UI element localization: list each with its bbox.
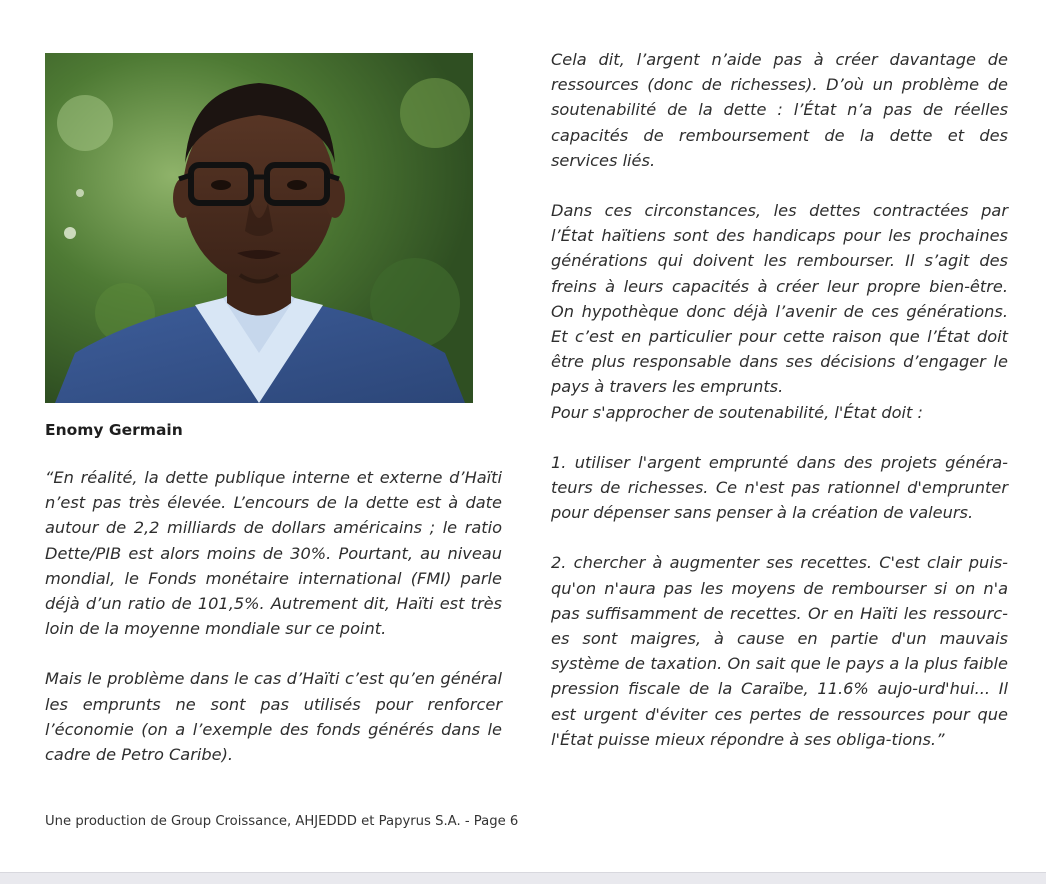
left-paragraph-1: “En réalité, la dette publique interne et externe d’Haïti n’est pas très élevée. L’encours de la dette est à date autour de 2,2 milliards de dollars américains ; le ratio Dette/PIB est alors moins de 30%. Pourtant, au niveau mondial, le Fonds monétaire international (FMI) parle déjà d’un ratio de 101,5%. Autrement dit, Haïti est très loin de la moyenne mondiale sur ce point. xyxy=(45,468,502,639)
left-column xyxy=(45,465,502,767)
portrait-image xyxy=(45,53,473,403)
right-paragraph-1: Cela dit, l’argent n’aide pas à créer davantage de ressources (donc de richesses). D’où un problème de soutenabilité de la dette : l’État n’a pas de réelles capacités de remboursement de la dette et des services liés. xyxy=(551,50,1008,170)
viewer-bottom-band xyxy=(0,872,1046,884)
right-paragraph-3: Pour s'approcher de soutenabilité, l'État doit : xyxy=(551,402,923,422)
page-footer: Une production de Group Croissance, AHJEDDD et Papyrus S.A. - Page 6 xyxy=(45,814,519,829)
photo-caption: Enomy Germain xyxy=(45,421,183,439)
right-paragraph-5: 2. chercher à augmenter ses recettes. C'est clair puis-qu'on n'aura pas les moyens de rembourser si on n'a pas suffisamment de recettes. Or en Haïti les ressourc-es sont maigres, à cause en partie d'un mauvais système de taxation. On sait que le pays a la plus faible pression fiscale de la Caraïbe, 11.6% aujo-urd'hui... Il est urgent d'éviter ces pertes de ressources pour que l'État puisse mieux répondre à ses obliga-tions.” xyxy=(551,553,1008,749)
right-column xyxy=(551,47,1008,752)
portrait-photo xyxy=(45,53,473,403)
right-paragraph-4: 1. utiliser l'argent emprunté dans des projets généra-teurs de richesses. Ce n'est pas rationnel d'emprunter pour dépenser sans penser à la création de valeurs. xyxy=(551,452,1008,523)
right-paragraph-2: Dans ces circonstances, les dettes contractées par l’État haïtiens sont des handicaps pour les prochaines générations qui doivent les rembourser. Il s’agit des freins à leurs capacités à créer leur propre bien-être. On hypothèque donc déjà l’avenir de ces générations. Et c’est en particulier pour cette raison que l’État doit être plus responsable dans ses décisions d’engager le pays à travers les emprunts. xyxy=(551,201,1008,397)
left-paragraph-2: Mais le problème dans le cas d’Haïti c’est qu’en général les emprunts ne sont pas utilisés pour renforcer l’économie (on a l’exemple des fonds générés dans le cadre de Petro Caribe). xyxy=(45,669,502,765)
